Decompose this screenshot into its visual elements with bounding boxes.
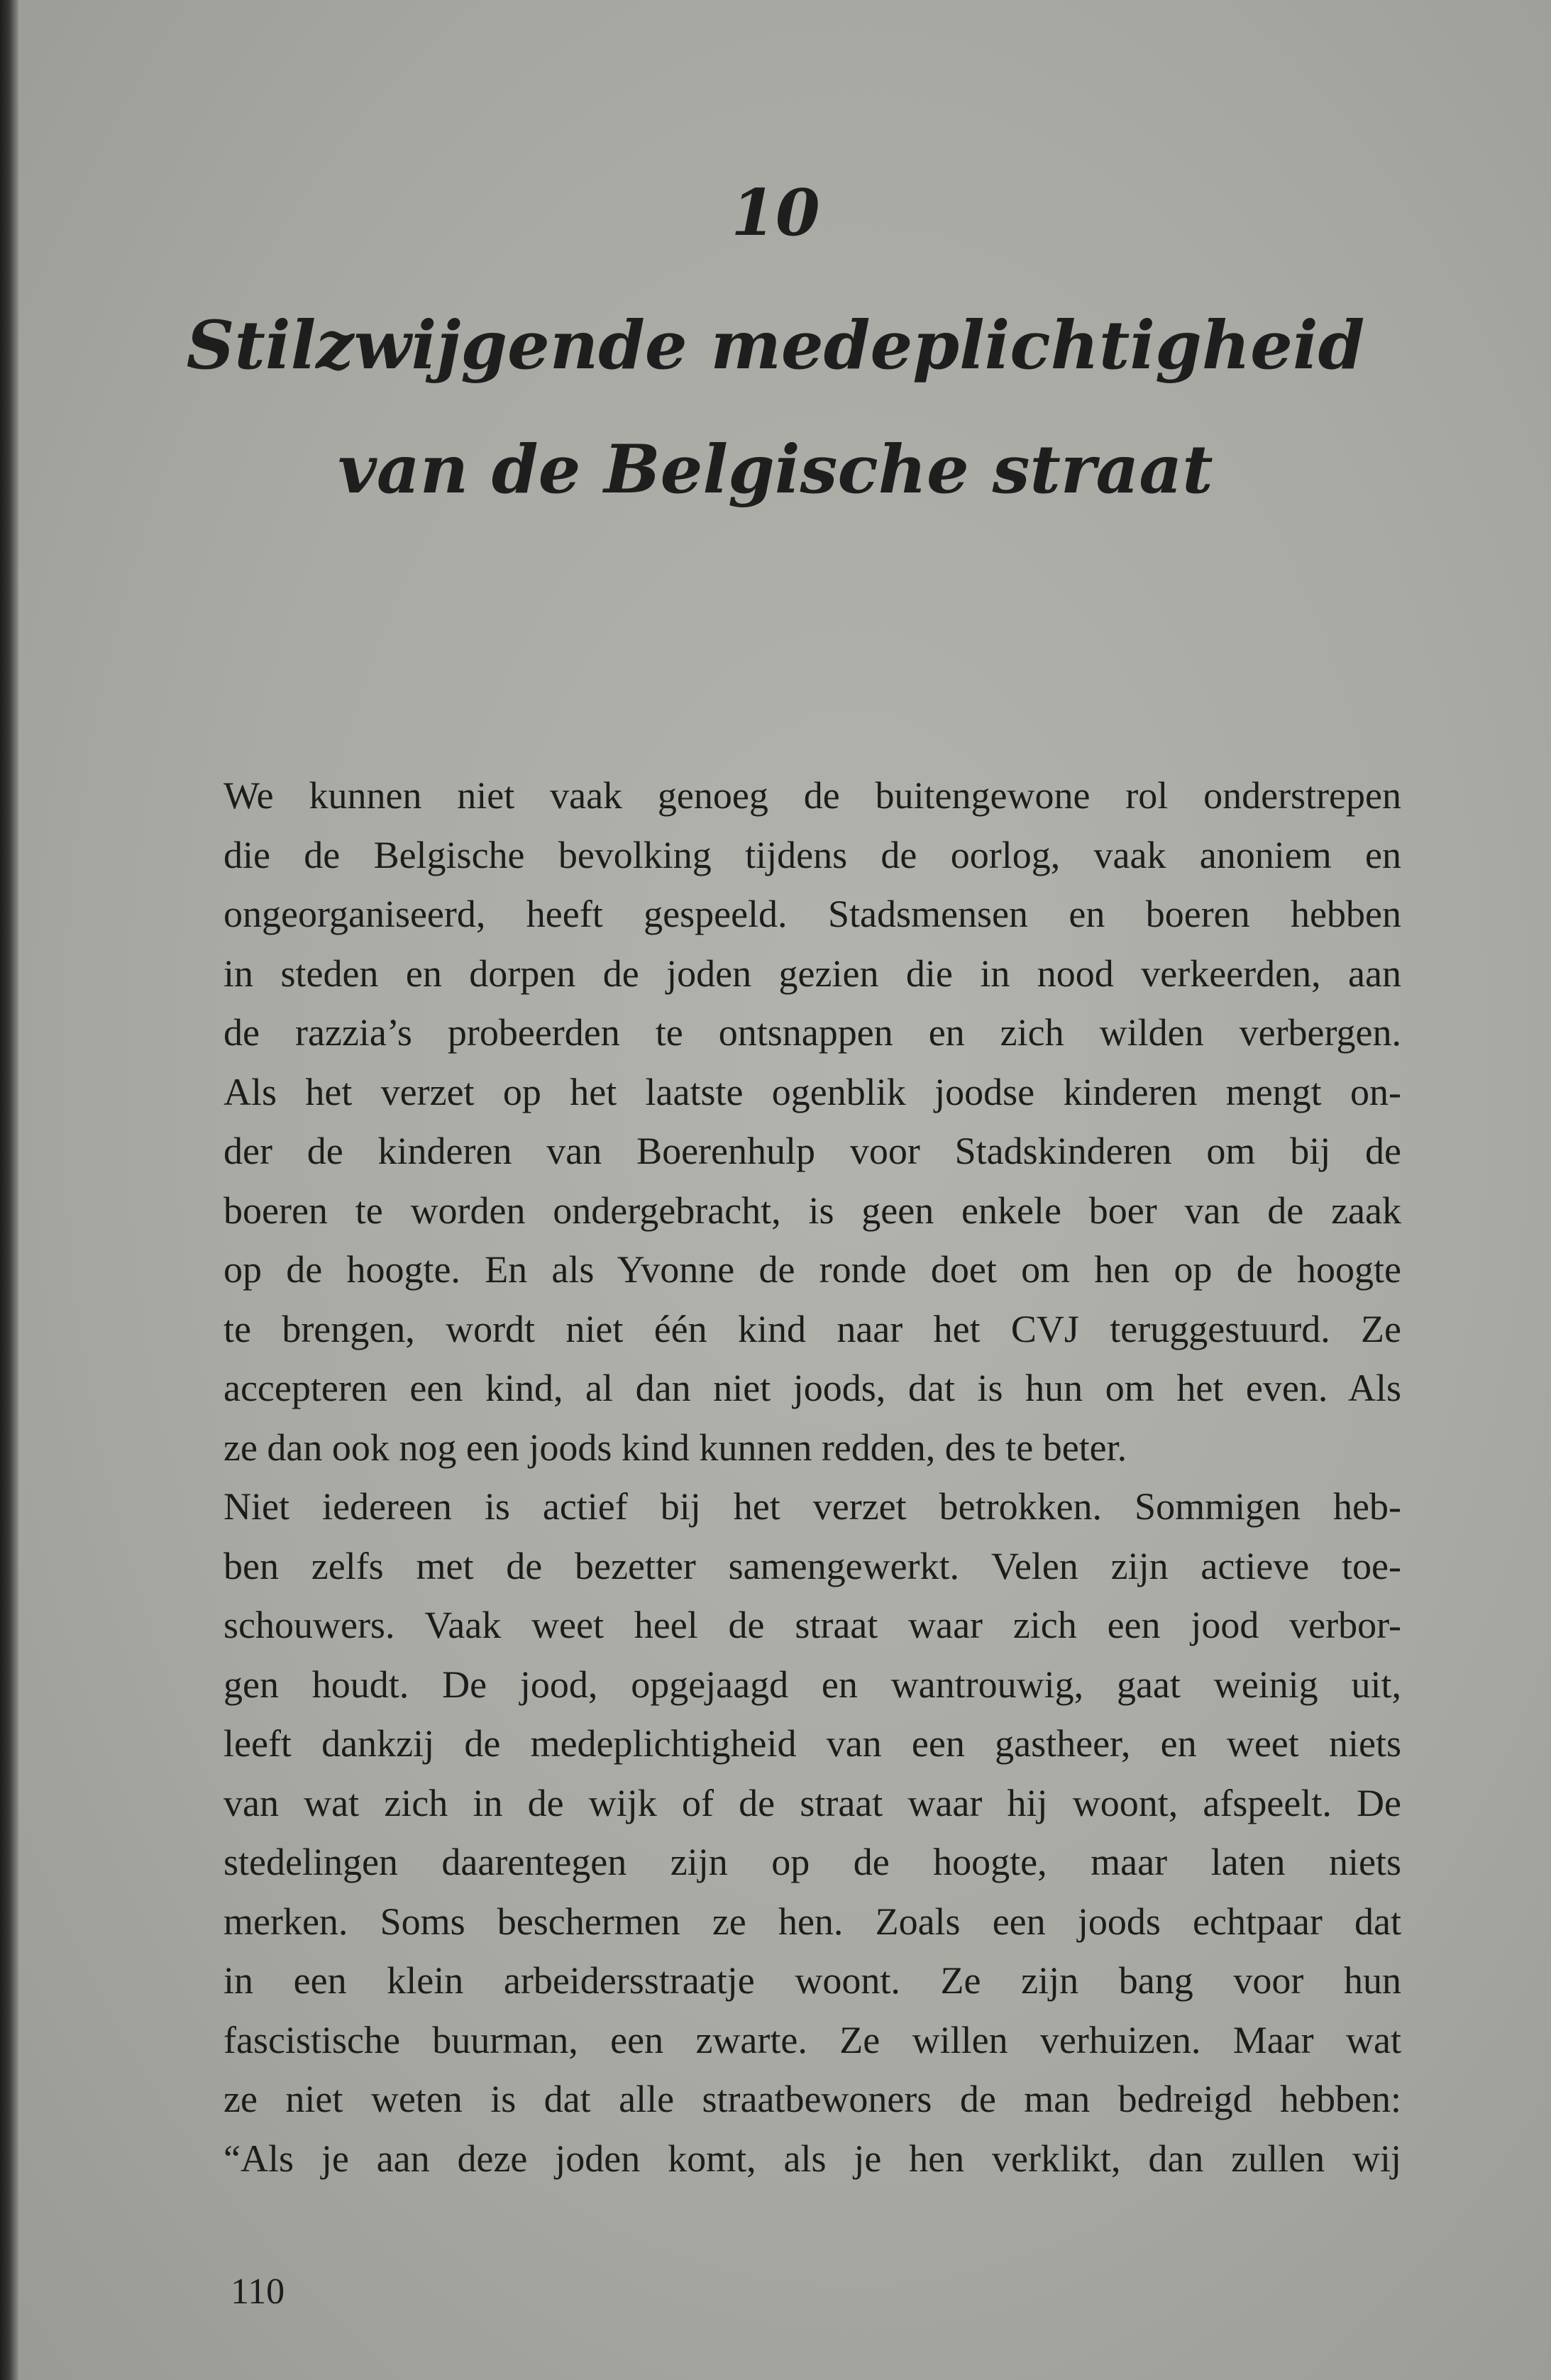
text-line: ben zelfs met de bezetter samengewerkt. Velen zijn actieve toe- (223, 1544, 1401, 1587)
text-line: ongeorganiseerd, heeft gespeeld. Stadsmensen en boeren hebben (223, 893, 1401, 935)
chapter-title-line-2: van de Belgische straat (338, 431, 1213, 509)
text-line: Niet iedereen is actief bij het verzet betrokken. Sommigen heb- (223, 1485, 1401, 1528)
text-line: fascistische buurman, een zwarte. Ze willen verhuizen. Maar wat (223, 2018, 1401, 2061)
text-line: accepteren een kind, al dan niet joods, dat is hun om het even. Als (223, 1367, 1401, 1409)
text-line: op de hoogte. En als Yvonne de ronde doet om hen op de hoogte (223, 1248, 1401, 1291)
text-line: in steden en dorpen de joden gezien die in nood verkeerden, aan (223, 952, 1401, 995)
chapter-title (0, 284, 1551, 532)
text-line: gen houdt. De jood, opgejaagd en wantrouwig, gaat weinig uit, (223, 1663, 1401, 1706)
text-line: te brengen, wordt niet één kind naar het CVJ teruggestuurd. Ze (223, 1307, 1401, 1350)
text-line: der de kinderen van Boerenhulp voor Stadskinderen om bij de (223, 1130, 1401, 1172)
text-line: merken. Soms beschermen ze hen. Zoals een joods echtpaar dat (223, 1900, 1401, 1943)
text-line: in een klein arbeidersstraatje woont. Ze zijn bang voor hun (223, 1959, 1401, 2002)
text-line: boeren te worden ondergebracht, is geen enkele boer van de zaak (223, 1189, 1401, 1232)
text-line: van wat zich in de wijk of de straat waar hij woont, afspeelt. De (223, 1781, 1401, 1824)
chapter-number: 10 (731, 175, 820, 250)
text-line: We kunnen niet vaak genoeg de buitengewone rol onderstrepen (223, 774, 1401, 817)
text-line: “Als je aan deze joden komt, als je hen verklikt, dan zullen wij (223, 2137, 1401, 2180)
text-line: schouwers. Vaak weet heel de straat waar zich een jood verbor- (223, 1604, 1401, 1646)
text-line: Als het verzet op het laatste ogenblik joodse kinderen mengt on- (223, 1070, 1401, 1113)
text-line: ze niet weten is dat alle straatbewoners de man bedreigd hebben: (223, 2078, 1401, 2120)
text-line: ze dan ook nog een joods kind kunnen redden, des te beter. (223, 1426, 1127, 1469)
page-number: 110 (231, 2271, 285, 2312)
text-line: de razzia’s probeerden te ontsnappen en zich wilden verbergen. (223, 1011, 1401, 1054)
text-line: leeft dankzij de medeplichtigheid van een gastheer, en weet niets (223, 1722, 1401, 1765)
text-line: stedelingen daarentegen zijn op de hoogte, maar laten niets (223, 1841, 1401, 1883)
body-text (223, 766, 1401, 2188)
chapter-title-line-1: Stilzwijgende medeplichtigheid (186, 307, 1365, 385)
text-line: die de Belgische bevolking tijdens de oorlog, vaak anoniem en (223, 833, 1401, 876)
